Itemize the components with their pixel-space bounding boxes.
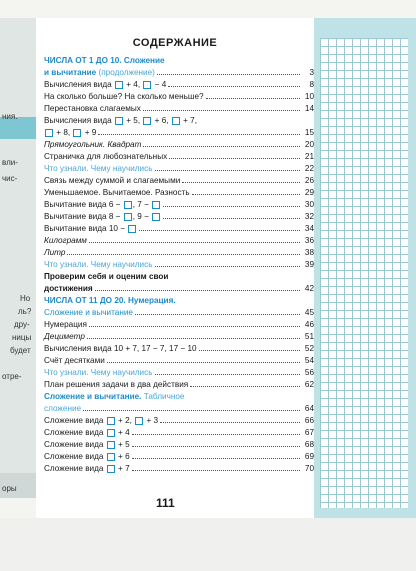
- toc-entry[interactable]: [44, 368, 314, 380]
- toc-entry[interactable]: [44, 68, 314, 80]
- dot-leader: [163, 218, 300, 219]
- toc-page-number: 22: [304, 164, 314, 173]
- toc-entry[interactable]: [44, 464, 314, 476]
- toc-entry-title: Сложение вида + 7: [44, 464, 130, 473]
- toc-entry-title: Страничка для любознательных: [44, 152, 168, 161]
- dot-leader: [89, 242, 300, 243]
- adjacent-page-edge: [0, 18, 37, 498]
- toc-page-number: 15: [304, 128, 314, 137]
- toc-page-number: 51: [304, 332, 314, 341]
- square-placeholder-icon: [135, 417, 143, 425]
- toc-entry[interactable]: [44, 176, 314, 188]
- dot-leader: [192, 194, 300, 195]
- toc-entry-title: ЧИСЛА ОТ 1 ДО 10. Сложение: [44, 56, 165, 65]
- square-placeholder-icon: [143, 81, 151, 89]
- contents-page: [36, 18, 314, 518]
- dot-leader: [160, 422, 300, 423]
- toc-entry-title: Килограмм: [44, 236, 87, 245]
- square-placeholder-icon: [124, 201, 132, 209]
- toc-page-number: 26: [304, 176, 314, 185]
- toc-entry-title: Дециметр: [44, 332, 85, 341]
- toc-page-number: 8: [309, 80, 314, 89]
- toc-entry-title: Перестановка слагаемых: [44, 104, 141, 113]
- toc-entry[interactable]: [44, 152, 314, 164]
- toc-entry-title: достижения: [44, 284, 93, 293]
- square-placeholder-icon: [152, 213, 160, 221]
- dot-leader: [98, 134, 300, 135]
- dot-leader: [155, 266, 301, 267]
- dot-leader: [155, 170, 301, 171]
- toc-entry-title: Проверим себя и оценим свои: [44, 272, 169, 281]
- dot-leader: [132, 458, 300, 459]
- dot-leader: [199, 350, 300, 351]
- toc-entry-title: Вычисления вида + 4, − 4: [44, 80, 167, 89]
- dot-leader: [135, 314, 300, 315]
- toc-page-number: 10: [304, 92, 314, 101]
- square-placeholder-icon: [143, 117, 151, 125]
- toc-entry-title: и вычитание (продолжение): [44, 68, 155, 77]
- toc-entry[interactable]: [44, 248, 314, 260]
- square-placeholder-icon: [107, 417, 115, 425]
- toc-page-number: 54: [304, 356, 314, 365]
- dot-leader: [143, 146, 300, 147]
- left-fragment: вли-: [2, 158, 18, 167]
- toc-entry-title: Вычисления вида + 5, + 6, + 7,: [44, 116, 197, 125]
- toc-entry-title: На сколько больше? На сколько меньше?: [44, 92, 204, 101]
- toc-entry[interactable]: [44, 116, 314, 128]
- toc-entry[interactable]: [44, 308, 314, 320]
- toc-entry[interactable]: [44, 104, 314, 116]
- toc-entry[interactable]: [44, 356, 314, 368]
- left-fragment: ницы: [12, 333, 32, 342]
- toc-entry[interactable]: [44, 224, 314, 236]
- dot-leader: [163, 206, 300, 207]
- toc-entry-title: ЧИСЛА ОТ 11 ДО 20. Нумерация.: [44, 296, 176, 305]
- table-of-contents: [44, 56, 314, 476]
- toc-entry-title: Что узнали. Чему научились: [44, 260, 153, 269]
- dot-leader: [95, 290, 300, 291]
- toc-entry-title: Что узнали. Чему научились: [44, 164, 153, 173]
- square-placeholder-icon: [107, 429, 115, 437]
- toc-page-number: 56: [304, 368, 314, 377]
- toc-entry-title: Вычитание вида 8 − , 9 −: [44, 212, 161, 221]
- toc-entry[interactable]: [44, 80, 314, 92]
- toc-page-number: 39: [304, 260, 314, 269]
- dot-leader: [169, 158, 300, 159]
- toc-entry[interactable]: [44, 320, 314, 332]
- toc-entry-title: Прямоугольник. Квадрат: [44, 140, 142, 149]
- toc-page-number: 30: [304, 200, 314, 209]
- toc-entry-title: План решения задачи в два действия: [44, 380, 189, 389]
- toc-entry-title: Вычитание вида 6 − , 7 −: [44, 200, 161, 209]
- square-placeholder-icon: [128, 225, 136, 233]
- toc-page-number: 20: [304, 140, 314, 149]
- toc-entry-title: Уменьшаемое. Вычитаемое. Разность: [44, 188, 190, 197]
- toc-page-number: 69: [304, 452, 314, 461]
- toc-page-number: 70: [304, 464, 314, 473]
- toc-entry-title: сложение: [44, 404, 82, 413]
- toc-entry[interactable]: [44, 404, 314, 416]
- dot-leader: [168, 86, 300, 87]
- toc-entry-title-suffix: Табличное: [141, 392, 185, 401]
- square-placeholder-icon: [73, 129, 81, 137]
- toc-entry[interactable]: [44, 164, 314, 176]
- toc-entry[interactable]: [44, 380, 314, 392]
- left-fragment: ль?: [18, 307, 32, 316]
- toc-entry[interactable]: [44, 92, 314, 104]
- toc-entry[interactable]: [44, 140, 314, 152]
- toc-entry-title: Литр: [44, 248, 66, 257]
- toc-page-number: 46: [304, 320, 314, 329]
- toc-entry[interactable]: [44, 392, 314, 404]
- toc-entry[interactable]: [44, 332, 314, 344]
- toc-entry[interactable]: [44, 272, 314, 284]
- toc-page-number: 68: [304, 440, 314, 449]
- toc-entry-title: Связь между суммой и слагаемыми: [44, 176, 181, 185]
- square-placeholder-icon: [152, 201, 160, 209]
- square-placeholder-icon: [107, 453, 115, 461]
- toc-entry[interactable]: [44, 212, 314, 224]
- left-fragment: оры: [2, 484, 17, 493]
- toc-entry-title: Сложение и вычитание. Табличное: [44, 392, 185, 401]
- dot-leader: [182, 182, 300, 183]
- toc-entry[interactable]: [44, 440, 314, 452]
- page-number: 111: [156, 496, 175, 510]
- toc-entry-title: Сложение вида + 6: [44, 452, 130, 461]
- toc-entry-title: Счёт десятками: [44, 356, 105, 365]
- dot-leader: [155, 374, 301, 375]
- left-fragment: чис-: [2, 174, 18, 183]
- toc-page-number: 29: [304, 188, 314, 197]
- page-title: СОДЕРЖАНИЕ: [132, 37, 218, 49]
- toc-entry[interactable]: [44, 344, 314, 356]
- toc-page-number: 52: [304, 344, 314, 353]
- toc-page-number: 32: [304, 212, 314, 221]
- toc-entry[interactable]: [44, 284, 314, 296]
- toc-entry[interactable]: [44, 416, 314, 428]
- page-bottom-margin: [0, 518, 416, 571]
- toc-entry[interactable]: [44, 260, 314, 272]
- dot-leader: [87, 338, 300, 339]
- toc-entry[interactable]: [44, 128, 314, 140]
- square-placeholder-icon: [45, 129, 53, 137]
- toc-page-number: 45: [304, 308, 314, 317]
- dot-leader: [132, 434, 300, 435]
- dot-leader: [67, 254, 300, 255]
- dot-leader: [83, 410, 300, 411]
- left-fragment: Но: [20, 294, 31, 303]
- dot-leader: [139, 230, 300, 231]
- toc-entry[interactable]: [44, 452, 314, 464]
- toc-entry[interactable]: [44, 188, 314, 200]
- toc-entry[interactable]: [44, 200, 314, 212]
- square-placeholder-icon: [172, 117, 180, 125]
- toc-entry[interactable]: [44, 296, 314, 308]
- dot-leader: [190, 386, 300, 387]
- dot-leader: [206, 98, 300, 99]
- toc-page-number: 34: [304, 224, 314, 233]
- square-placeholder-icon: [115, 117, 123, 125]
- toc-page-number: 3: [309, 68, 314, 77]
- toc-entry[interactable]: [44, 56, 314, 68]
- toc-page-number: 14: [304, 104, 314, 113]
- toc-entry-title: Что узнали. Чему научились: [44, 368, 153, 377]
- toc-entry-title: Вычитание вида 10 −: [44, 224, 137, 233]
- toc-page-number: 36: [304, 236, 314, 245]
- toc-page-number: 42: [304, 284, 314, 293]
- toc-page-number: 67: [304, 428, 314, 437]
- dot-leader: [107, 362, 300, 363]
- toc-entry-title: Нумерация: [44, 320, 87, 329]
- square-placeholder-icon: [107, 465, 115, 473]
- dot-leader: [143, 110, 300, 111]
- left-fragment: отре-: [2, 372, 22, 381]
- dot-leader: [89, 326, 300, 327]
- toc-entry[interactable]: [44, 236, 314, 248]
- left-fragment: ния.: [2, 112, 18, 121]
- toc-page-number: 64: [304, 404, 314, 413]
- square-placeholder-icon: [115, 81, 123, 89]
- left-fragment: будет: [10, 346, 31, 355]
- toc-entry-title: Сложение вида + 5: [44, 440, 130, 449]
- square-placeholder-icon: [124, 213, 132, 221]
- dot-leader: [157, 74, 300, 75]
- left-fragment: дру-: [14, 320, 30, 329]
- graph-paper-grid: [320, 38, 408, 508]
- toc-entry-title: Сложение вида + 4: [44, 428, 130, 437]
- right-page-edge: [314, 18, 416, 518]
- square-placeholder-icon: [107, 441, 115, 449]
- dot-leader: [132, 470, 300, 471]
- toc-entry-title: Сложение вида + 2, + 3: [44, 416, 159, 425]
- toc-page-number: 21: [304, 152, 314, 161]
- toc-entry-title: Сложение и вычитание: [44, 308, 133, 317]
- toc-entry[interactable]: [44, 428, 314, 440]
- toc-entry-title: Вычисления вида 10 + 7, 17 − 7, 17 − 10: [44, 344, 197, 353]
- toc-page-number: 66: [304, 416, 314, 425]
- dot-leader: [132, 446, 300, 447]
- toc-page-number: 62: [304, 380, 314, 389]
- toc-page-number: 38: [304, 248, 314, 257]
- toc-entry-title-suffix: (продолжение): [96, 68, 155, 77]
- toc-entry-title: + 8, + 9: [44, 128, 96, 137]
